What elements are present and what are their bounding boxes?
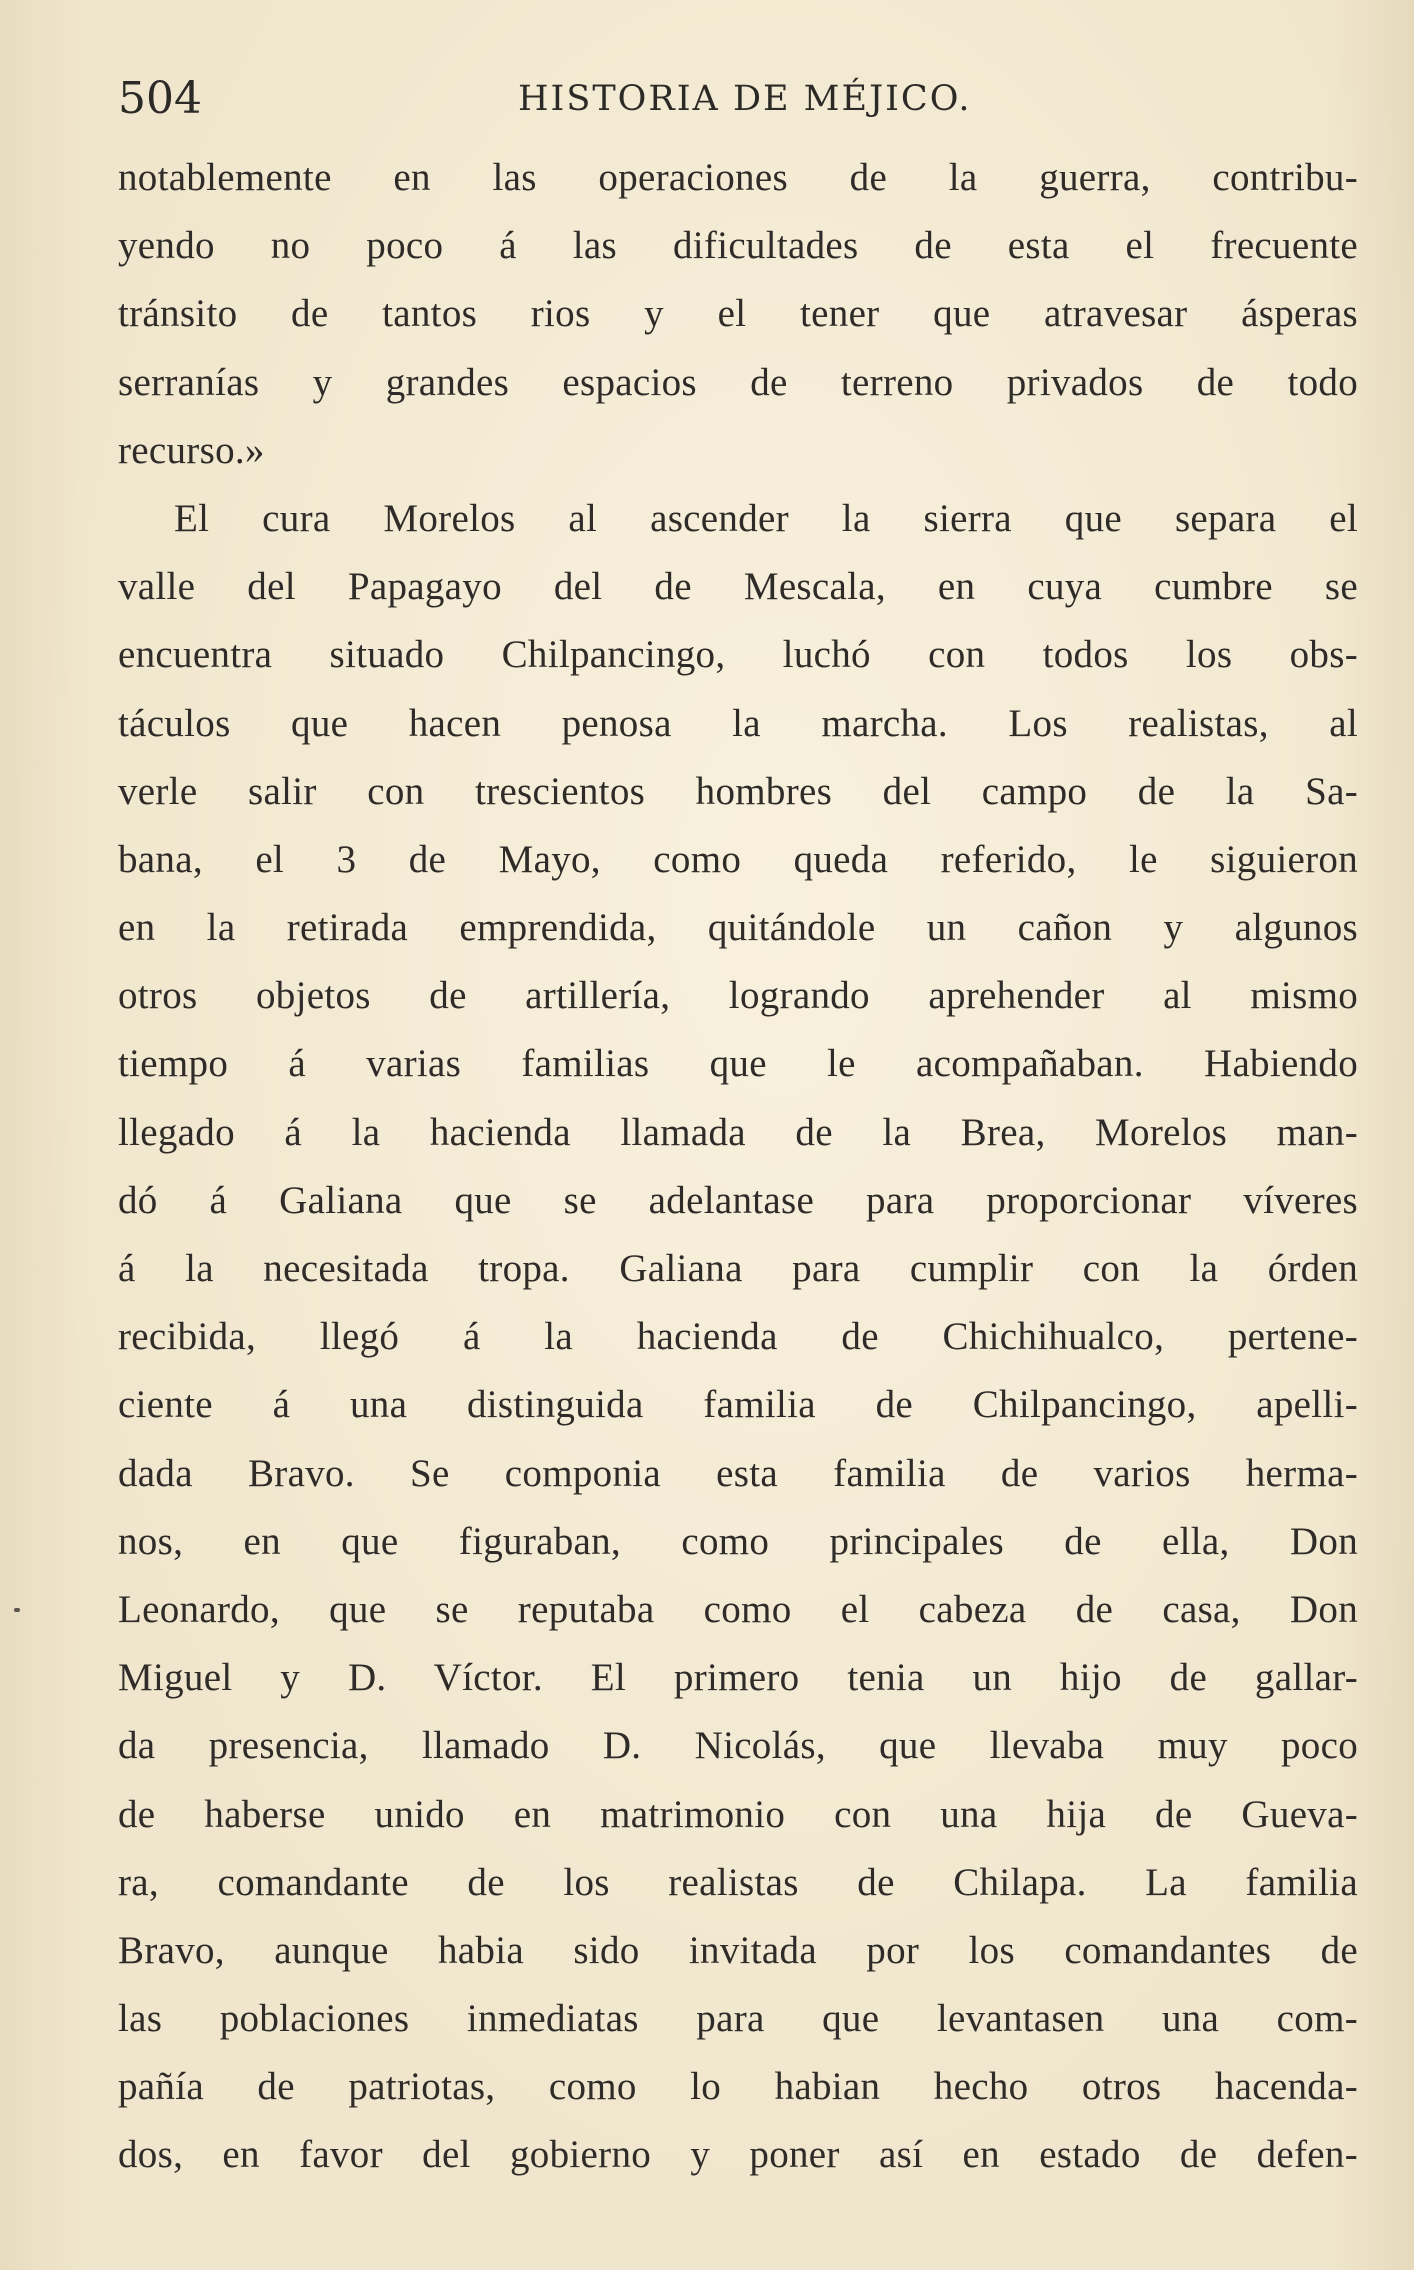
text-line: verle salir con trescientos hombres del campo de la Sa-: [118, 769, 1358, 813]
page-number: 504: [118, 73, 202, 124]
text-line: dó á Galiana que se adelantase para proporcionar víveres: [118, 1178, 1358, 1222]
running-title: HISTORIA DE MÉJICO.: [518, 79, 972, 119]
text-line: á la necesitada tropa. Galiana para cumplir con la órden: [118, 1247, 1358, 1290]
text-line: recibida, llegó á la hacienda de Chichihualco, pertene-: [118, 1315, 1358, 1359]
text-line: llegado á la hacienda llamada de la Brea, Morelos man-: [118, 1110, 1358, 1154]
text-line: las poblaciones inmediatas para que levantasen una com-: [118, 1997, 1358, 2041]
text-line: ciente á una distinguida familia de Chilpancingo, apelli-: [118, 1383, 1358, 1427]
text-line: tiempo á varias familias que le acompañaban. Habiendo: [118, 1042, 1358, 1086]
margin-mark: [14, 1608, 20, 1612]
text-line: serranías y grandes espacios de terreno privados de todo: [118, 360, 1358, 404]
text-line: Miguel y D. Víctor. El primero tenia un hijo de gallar-: [118, 1656, 1358, 1700]
text-line: recurso.»: [118, 428, 265, 472]
text-line: tránsito de tantos rios y el tener que atravesar ásperas: [118, 292, 1358, 336]
text-line: notablemente en las operaciones de la guerra, contribu-: [118, 156, 1358, 199]
body-text: [118, 144, 1358, 2190]
text-line: dos, en favor del gobierno y poner así en estado de defen-: [118, 2133, 1358, 2177]
text-line: encuentra situado Chilpancingo, luchó con todos los obs-: [118, 633, 1358, 677]
text-line: de haberse unido en matrimonio con una hija de Gueva-: [118, 1792, 1358, 1836]
text-line: táculos que hacen penosa la marcha. Los realistas, al: [118, 701, 1358, 745]
text-line: dada Bravo. Se componia esta familia de varios herma-: [118, 1451, 1358, 1495]
text-line: ra, comandante de los realistas de Chilapa. La familia: [118, 1860, 1358, 1904]
text-line: Leonardo, que se reputaba como el cabeza de casa, Don: [118, 1587, 1358, 1631]
running-head: [118, 64, 1356, 134]
text-line: otros objetos de artillería, logrando aprehender al mismo: [118, 974, 1358, 1018]
text-line: nos, en que figuraban, como principales de ella, Don: [118, 1519, 1358, 1563]
text-line: yendo no poco á las dificultades de esta el frecuente: [118, 224, 1358, 268]
text-line: pañía de patriotas, como lo habian hecho otros hacenda-: [118, 2065, 1358, 2109]
text-line: bana, el 3 de Mayo, como queda referido, le siguieron: [118, 837, 1358, 881]
text-line: El cura Morelos al ascender la sierra que separa el: [174, 496, 1358, 540]
text-line: en la retirada emprendida, quitándole un cañon y algunos: [118, 906, 1358, 950]
text-line: Bravo, aunque habia sido invitada por los comandantes de: [118, 1928, 1358, 1972]
text-line: valle del Papagayo del de Mescala, en cuya cumbre se: [118, 565, 1358, 609]
text-line: da presencia, llamado D. Nicolás, que llevaba muy poco: [118, 1724, 1358, 1768]
